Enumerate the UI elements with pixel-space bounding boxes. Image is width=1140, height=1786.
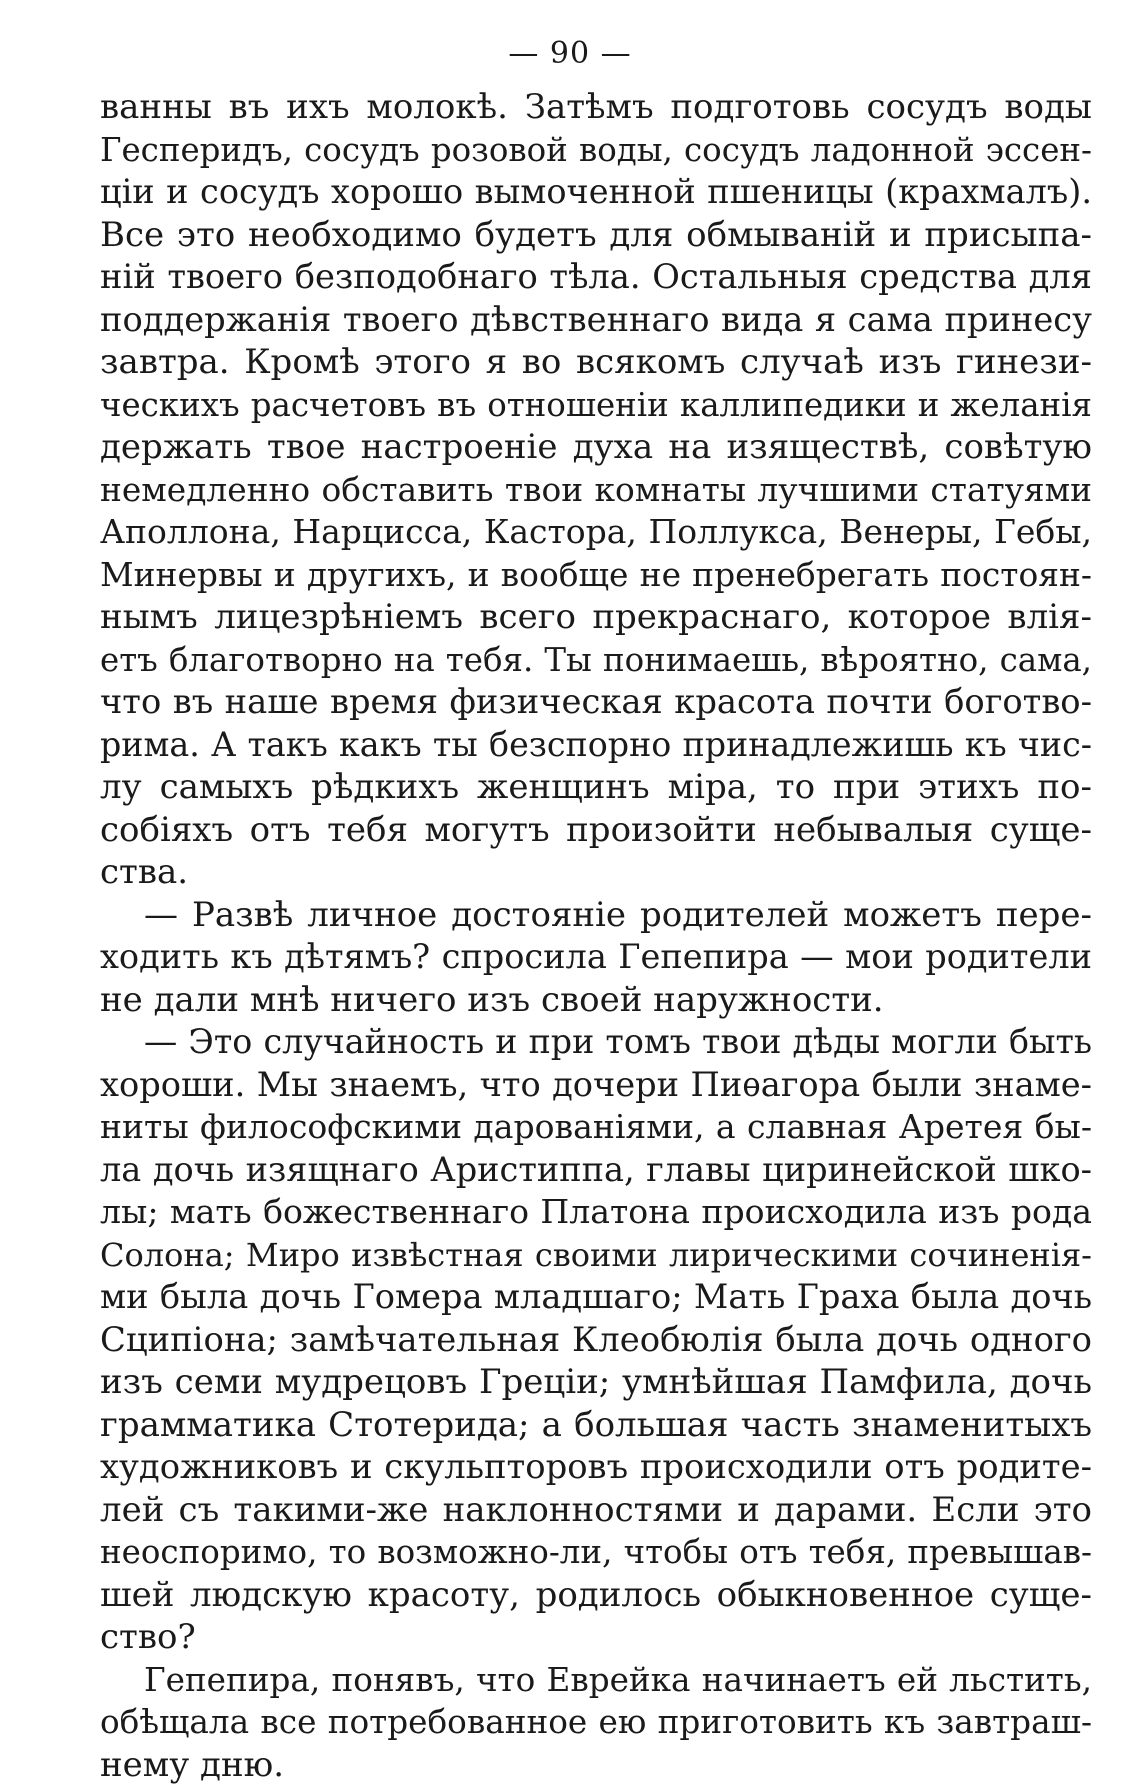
text-line: ниты философскими дарованiями, а славная Аретея бы- [100,1107,1092,1146]
text-line: ціи и сосудъ хорошо вымоченной пшеницы (крахмалъ). [100,172,1092,211]
text-line: немедленно обставить твои комнаты лучшими статуями [100,470,1092,509]
text-line: что въ наше время физическая красота почти боготво- [100,682,1092,721]
text-line: неоспоримо, то возможно-ли, чтобы отъ тебя, превышав- [100,1533,1092,1571]
text-line: Гесперидъ, сосудъ розовой воды, сосудъ ладонной эссен- [100,130,1092,169]
text-line: не дали мнѣ ничего изъ своей наружности. [100,979,884,1020]
text-line: ми была дочь Гомера младшаго; Мать Граха была дочь [100,1277,1092,1316]
text-line: ство? [100,1617,196,1657]
text-line: ванны въ ихъ молокѣ. Затѣмъ подготовь сосудъ воды [100,87,1092,127]
text-line: нiй твоего безподобнаго тѣла. Остальныя средства для [100,257,1092,296]
text-line: нымъ лицезрѣніемъ всего прекраснаго, которое влiя- [100,597,1092,637]
paragraph-4 [100,1659,1092,1786]
text-line: лы; мать божественнаго Платона происходила изъ рода [100,1192,1092,1231]
text-line: рима. А такъ какъ ты безспорно принадлежишь къ чис- [100,724,1092,764]
text-line: ства. [100,852,189,892]
paragraph-3 [100,1021,1092,1659]
text-line: — Это случайность и при томъ твои дѣды могли быть [144,1022,1092,1061]
page-text [100,86,1092,1786]
text-line: обѣщала все потребованное ею приготовить къ завтраш- [100,1703,1092,1741]
text-line: собiяхъ отъ тебя могутъ произойти небывалыя суще- [100,809,1092,850]
text-line: художниковъ и скульпторовъ происходили отъ родите- [100,1447,1092,1486]
text-line: лу самыхъ рѣдкихъ женщинъ мiра, то при этихъ по- [100,767,1092,807]
text-line: Все это необходимо будетъ для обмыванiй и присыпа- [100,214,1092,255]
text-line: поддержанія твоего дѣвственнаго вида я сама принесу [100,299,1092,339]
text-line: хороши. Мы знаемъ, что дочери Пиѳагора были знаме- [100,1064,1092,1104]
paragraph-1 [100,86,1092,894]
text-line: шей людскую красоту, родилось обыкновенное суще- [100,1574,1092,1615]
text-line: — Развѣ личное достоянiе родителей можетъ пере- [144,894,1092,935]
text-line: етъ благотворно на тебя. Ты понимаешь, вѣроятно, сама, [100,640,1092,679]
page-number: — 90 — [508,36,632,71]
text-line: Гепепира, понявъ, что Еврейка начинаетъ ей льстить, [144,1660,1092,1699]
text-line: Солона; Миро извѣстная своими лирическими сочиненiя- [100,1235,1092,1274]
paragraph-2 [100,894,1092,1022]
text-line: грамматика Стотерида; а большая часть знаменитыхъ [100,1404,1092,1445]
text-line: Сципiона; замѣчательная Клеобюлiя была дочь одного [100,1319,1092,1359]
text-line: нему дню. [100,1744,285,1785]
text-line: держать твое настроеніе духа на изяществѣ, совѣтую [100,427,1092,467]
text-line: Аполлона, Нарцисса, Кастора, Поллукса, Венеры, Гебы, [100,512,1092,551]
text-line: ходить къ дѣтямъ? спросила Гепепира — мои родители [100,937,1092,976]
text-line: ческихъ расчетовъ въ отношеніи каллипедики и желанія [100,385,1092,424]
text-line: Минервы и другихъ, и вообще не пренебрегать постоян- [100,554,1092,594]
text-line: ла дочь изящнаго Аристиппа, главы циринейской шко- [100,1149,1092,1189]
text-line: лей съ такими-же наклонностями и дарами. Если это [100,1489,1092,1530]
text-line: изъ семи мудрецовъ Грецiи; умнѣйшая Памфила, дочь [100,1362,1092,1402]
text-line: завтра. Кромѣ этого я во всякомъ случаѣ изъ гинези- [100,342,1092,382]
